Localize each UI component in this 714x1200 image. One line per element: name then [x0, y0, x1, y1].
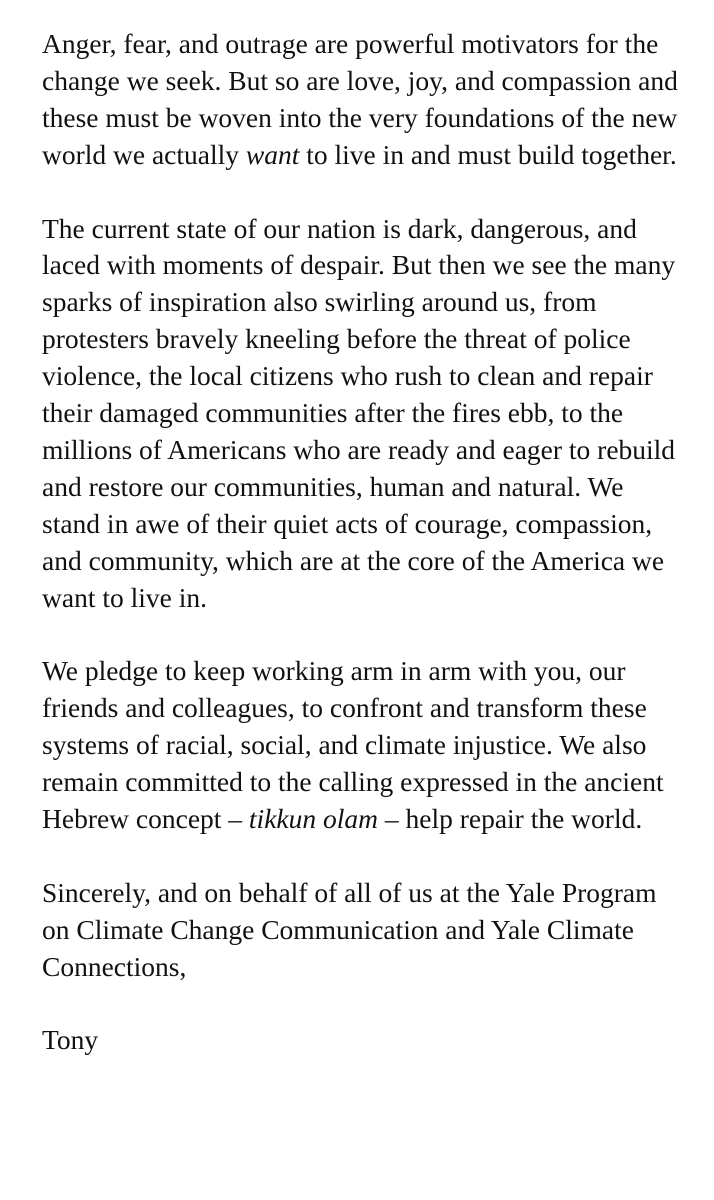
paragraph-text: to live in and must build together.: [299, 138, 677, 170]
paragraph-pledge: [42, 653, 682, 838]
paragraph-text: – help repair the world.: [378, 803, 643, 834]
paragraph-motivators: [42, 26, 685, 174]
paragraph-text: Anger, fear, and outrage are powerful motivators for the change we seek. But so are love, joy, and compassion and these must be woven into the very foundations of the new world we actually: [42, 28, 685, 170]
signature: [42, 1022, 682, 1059]
letter-body: [42, 26, 685, 1059]
closing-text: Sincerely, and on behalf of all of us at the Yale Program on Climate Change Communication and Yale Climate Connections,: [42, 876, 664, 982]
signature-text: Tony: [42, 1024, 99, 1056]
paragraph-nation-state: [42, 211, 682, 617]
paragraph-text: We pledge to keep working arm in arm with you, our friends and colleagues, to confront and transform these systems of racial, social, and climate injustice. We also remain committed to the calling expressed in the ancient Hebrew concept –: [42, 655, 671, 834]
paragraph-text: The current state of our nation is dark, dangerous, and laced with moments of despair. But then we see the many sparks of inspiration also swirling around us, from protesters bravely kneeling before the threat of police violence, the local citizens who rush to clean and repair their damaged communities after the fires ebb, to the millions of Americans who are ready and eager to rebuild and restore our communities, human and natural. We stand in awe of their quiet acts of courage, compassion, and community, which are at the core of the America we want to live in.: [42, 212, 682, 613]
emphasis-want: want: [245, 138, 300, 170]
emphasis-tikkun-olam: tikkun olam: [248, 803, 378, 834]
closing-line: [42, 875, 682, 986]
